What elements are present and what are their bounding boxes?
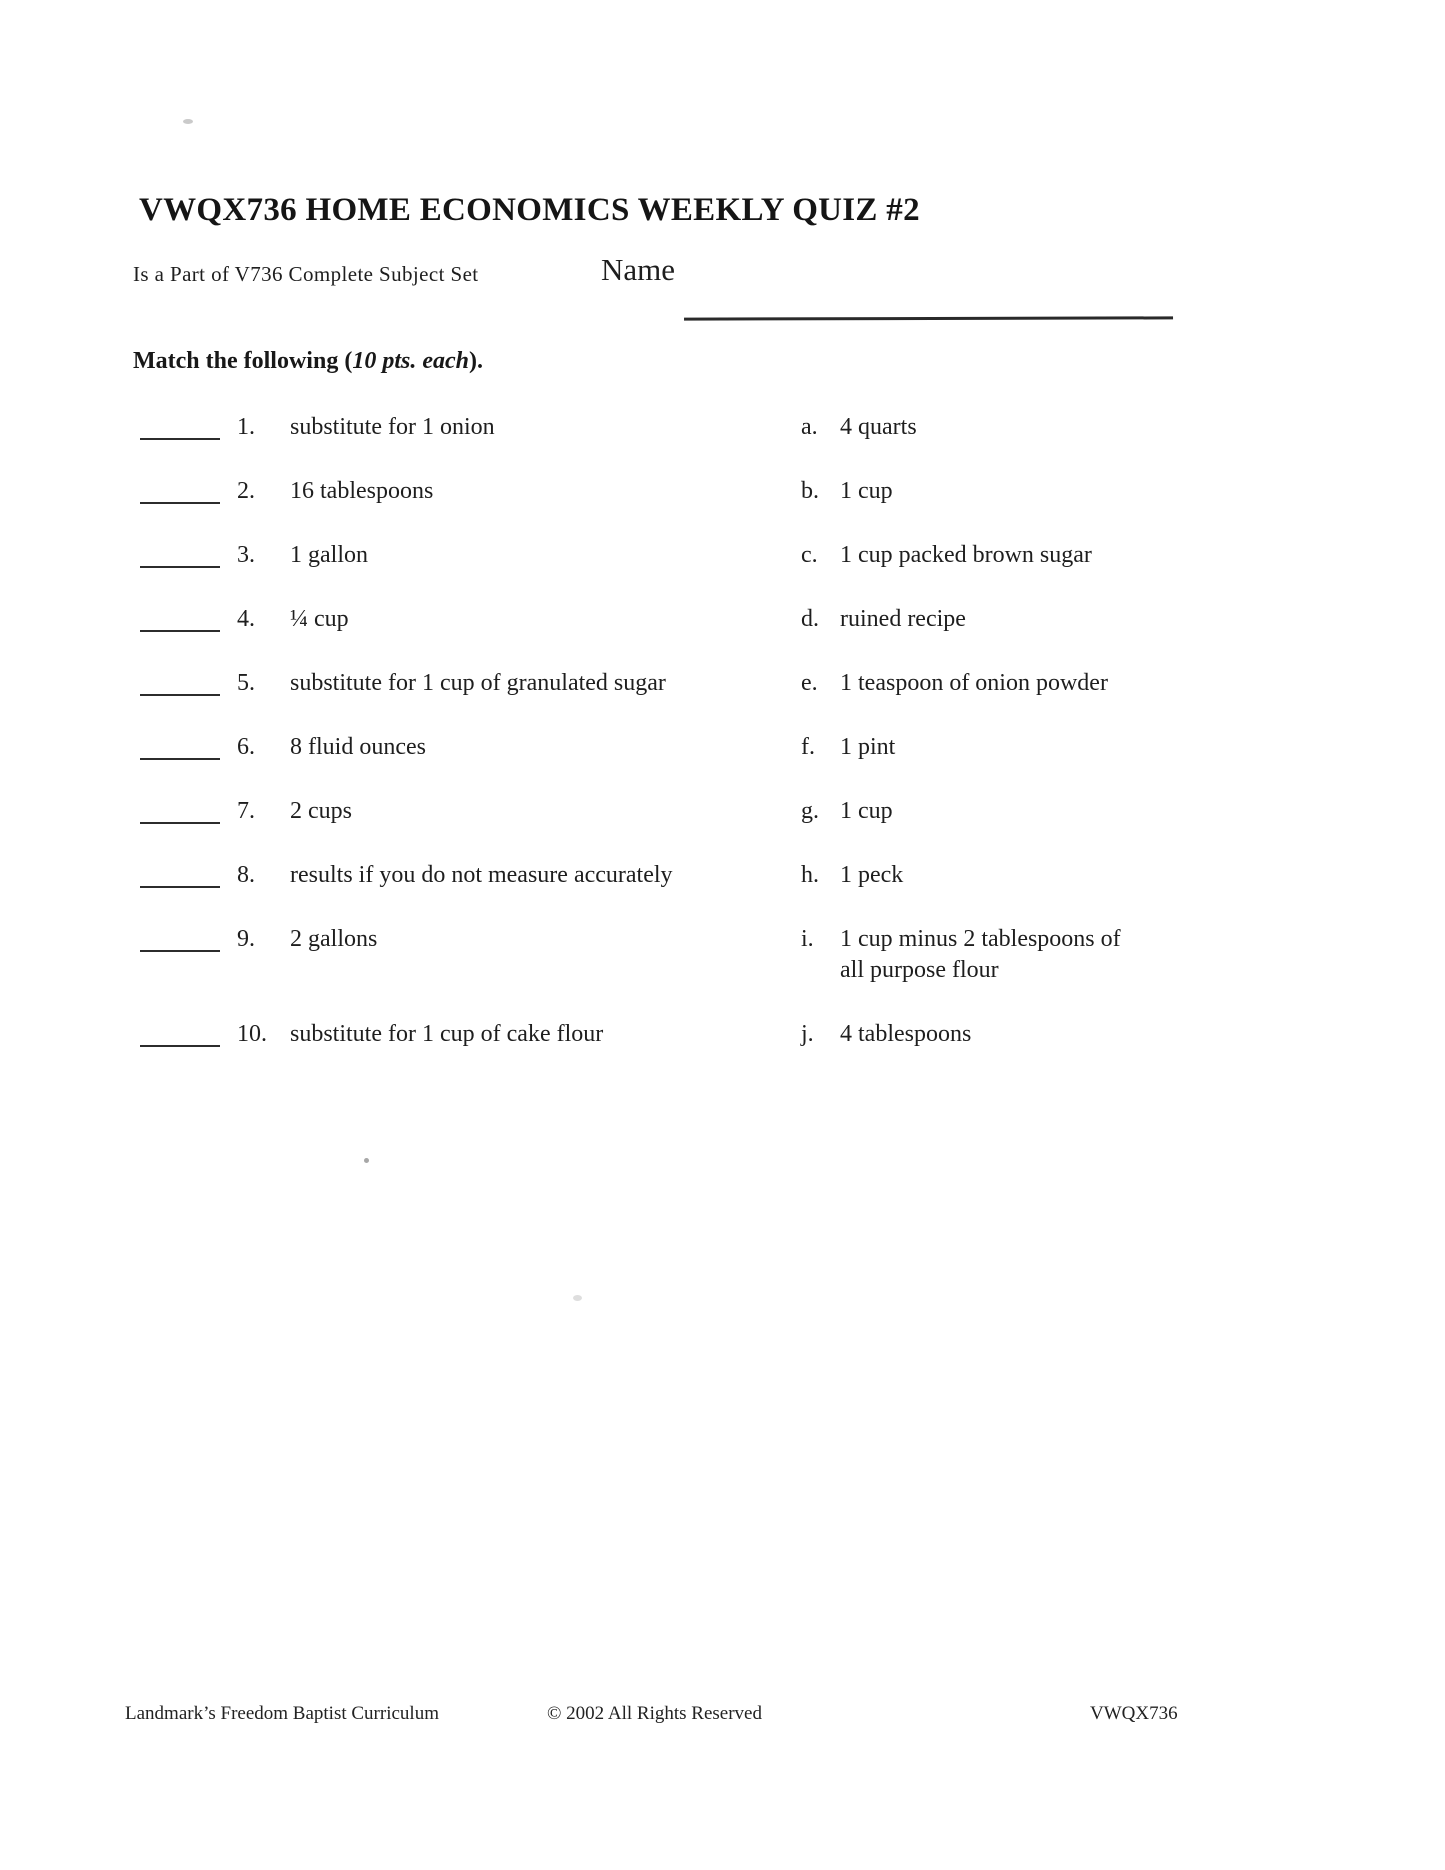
answer-cell (801, 732, 1150, 763)
question-number: 4. (237, 606, 255, 632)
scan-artifact (364, 1158, 369, 1163)
match-row (140, 668, 1410, 699)
instructions-prefix: Match the following ( (133, 348, 353, 374)
match-row (140, 924, 1410, 986)
question-cell (140, 604, 801, 635)
question-cell (140, 540, 801, 571)
answer-cell (801, 924, 1150, 986)
answer-letter: g. (801, 798, 819, 824)
question-text: ¼ cup (290, 606, 349, 632)
question-text: results if you do not measure accurately (290, 862, 673, 888)
question-number: 7. (237, 798, 255, 824)
match-row (140, 412, 1410, 443)
answer-blank[interactable] (140, 802, 220, 824)
match-row (140, 732, 1410, 763)
footer-publisher: Landmark’s Freedom Baptist Curriculum (125, 1703, 439, 1724)
question-cell (140, 924, 801, 955)
instructions (133, 348, 483, 375)
question-number: 5. (237, 670, 255, 696)
answer-cell (801, 476, 1150, 507)
question-number: 3. (237, 542, 255, 568)
answer-letter: a. (801, 414, 818, 440)
answer-blank[interactable] (140, 738, 220, 760)
answer-letter: h. (801, 862, 819, 888)
footer-code: VWQX736 (1090, 1703, 1178, 1724)
question-cell (140, 732, 801, 763)
question-number: 10. (237, 1021, 267, 1047)
scan-artifact (573, 1295, 582, 1301)
question-text: 16 tablespoons (290, 478, 434, 504)
question-number: 8. (237, 862, 255, 888)
scan-artifact (183, 119, 193, 124)
answer-letter: d. (801, 606, 819, 632)
question-text: 2 gallons (290, 926, 378, 952)
match-row (140, 1019, 1410, 1050)
question-cell (140, 412, 801, 443)
match-row (140, 540, 1410, 571)
question-text: 8 fluid ounces (290, 734, 426, 760)
answer-letter: c. (801, 542, 818, 568)
answer-text: 4 tablespoons (840, 1021, 972, 1047)
matching-list (140, 412, 1410, 1083)
answer-text: 1 teaspoon of onion powder (840, 670, 1108, 696)
answer-blank[interactable] (140, 546, 220, 568)
question-number: 1. (237, 414, 255, 440)
question-number: 6. (237, 734, 255, 760)
instructions-points: 10 pts. each (352, 348, 469, 374)
match-row (140, 476, 1410, 507)
answer-blank[interactable] (140, 418, 220, 440)
question-text: substitute for 1 cup of granulated sugar (290, 670, 666, 696)
answer-text: 1 cup (840, 798, 893, 824)
name-label: Name (601, 252, 676, 287)
name-input-line[interactable] (684, 293, 1173, 320)
answer-text: 1 cup minus 2 tablespoons of all purpose flour (840, 926, 1121, 983)
question-cell (140, 668, 801, 699)
answer-cell (801, 1019, 1150, 1050)
answer-letter: b. (801, 478, 819, 504)
instructions-suffix: ). (468, 348, 483, 374)
question-number: 9. (237, 926, 255, 952)
answer-text: 4 quarts (840, 414, 917, 440)
question-cell (140, 796, 801, 827)
match-row (140, 860, 1410, 891)
question-cell (140, 1019, 801, 1050)
answer-letter: f. (801, 734, 815, 760)
answer-text: 1 peck (840, 862, 904, 888)
answer-text: 1 cup packed brown sugar (840, 542, 1092, 568)
question-text: substitute for 1 onion (290, 414, 495, 440)
answer-blank[interactable] (140, 930, 220, 952)
answer-cell (801, 604, 1150, 635)
answer-cell (801, 668, 1150, 699)
question-text: 2 cups (290, 798, 352, 824)
match-row (140, 796, 1410, 827)
question-number: 2. (237, 478, 255, 504)
answer-text: ruined recipe (840, 606, 966, 632)
question-cell (140, 860, 801, 891)
footer-copyright: © 2002 All Rights Reserved (547, 1703, 762, 1724)
question-text: substitute for 1 cup of cake flour (290, 1021, 604, 1047)
answer-letter: j. (801, 1021, 814, 1047)
answer-cell (801, 540, 1150, 571)
answer-blank[interactable] (140, 610, 220, 632)
answer-text: 1 pint (840, 734, 896, 760)
page-title: VWQX736 HOME ECONOMICS WEEKLY QUIZ #2 (139, 192, 920, 228)
answer-cell (801, 796, 1150, 827)
match-row (140, 604, 1410, 635)
answer-cell (801, 860, 1150, 891)
answer-blank[interactable] (140, 482, 220, 504)
question-text: 1 gallon (290, 542, 368, 568)
answer-letter: e. (801, 670, 818, 696)
answer-blank[interactable] (140, 866, 220, 888)
question-cell (140, 476, 801, 507)
answer-text: 1 cup (840, 478, 893, 504)
answer-blank[interactable] (140, 1025, 220, 1047)
answer-blank[interactable] (140, 674, 220, 696)
answer-letter: i. (801, 926, 814, 952)
subtitle: Is a Part of V736 Complete Subject Set (133, 262, 479, 286)
answer-cell (801, 412, 1150, 443)
